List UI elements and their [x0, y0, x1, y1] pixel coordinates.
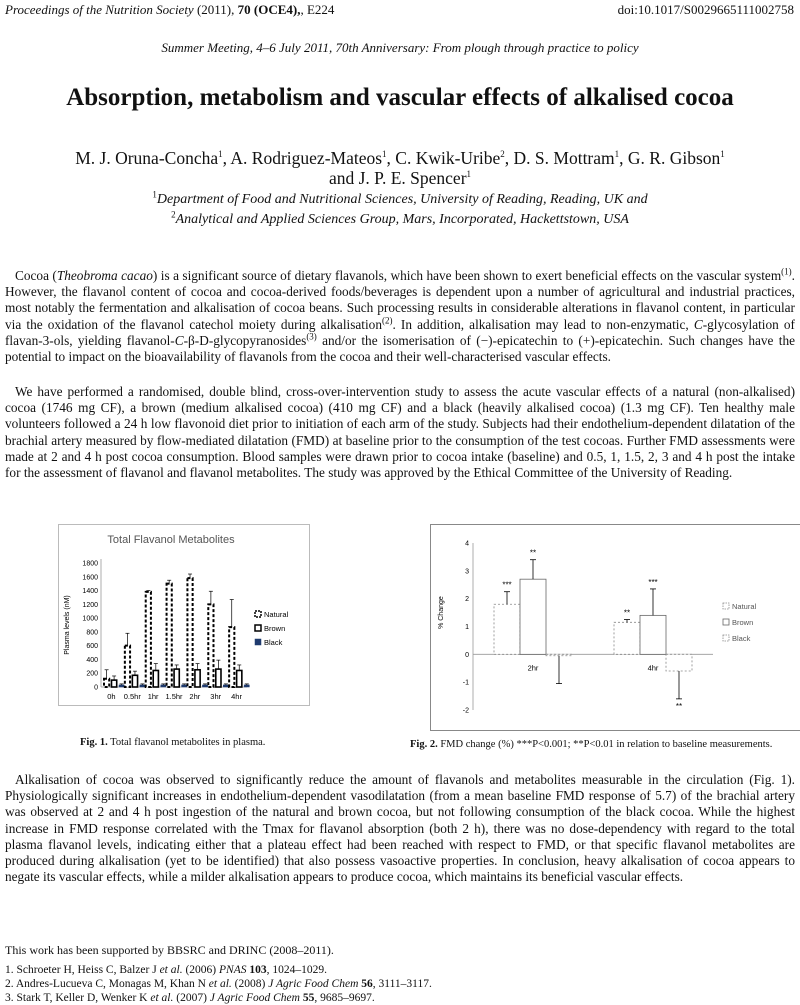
x-tick-label: 2hr	[527, 663, 539, 673]
y-tick-label: 4	[465, 540, 469, 548]
y-tick-label: 1600	[82, 574, 98, 582]
y-tick-label: -2	[462, 707, 469, 715]
y-tick-label: 0	[465, 651, 469, 659]
significance-label: **	[529, 548, 537, 558]
author-name: G. R. Gibson	[627, 148, 721, 168]
x-tick-label: 4hr	[647, 663, 659, 673]
x-tick-label: 2hr	[189, 692, 201, 701]
bar-black	[666, 654, 692, 671]
significance-label: **	[623, 608, 631, 618]
bar-brown	[132, 675, 137, 687]
affiliation: Department of Food and Nutritional Sciences, University of Reading, Reading, UK and	[156, 192, 648, 207]
y-tick-label: 0	[94, 684, 98, 692]
legend-label: Natural	[732, 602, 757, 611]
reference-item: 3. Stark T, Keller D, Wenker K et al. (2007) J Agric Food Chem 55, 9685–9697.	[5, 992, 375, 1004]
author-affiliation-mark: 1	[466, 169, 472, 180]
bar-black	[140, 685, 145, 687]
species-name: Theobroma cacao	[56, 268, 153, 283]
bar-natural	[104, 679, 109, 687]
figure-1-svg	[59, 525, 309, 705]
bar-black	[161, 685, 166, 687]
y-tick-label: 1000	[82, 615, 98, 623]
y-tick-label: -1	[462, 679, 469, 687]
x-tick-label: 0h	[107, 692, 116, 701]
y-tick-label: 400	[86, 656, 98, 664]
journal-page: E224	[306, 2, 335, 17]
bar-black	[546, 654, 572, 655]
x-tick-label: 3hr	[210, 692, 222, 701]
author-affiliation-mark: 1	[720, 149, 725, 160]
y-tick-label: 200	[86, 670, 98, 678]
bar-brown	[520, 579, 546, 654]
reference-list	[5, 963, 432, 1005]
bar-brown	[237, 670, 242, 687]
figure-2-chart	[430, 524, 800, 731]
y-axis-label: Plasma levels (nM)	[64, 595, 71, 655]
bar-brown	[174, 669, 179, 687]
reference-item: 1. Schroeter H, Heiss C, Balzer J et al. (2006) PNAS 103, 1024–1029.	[5, 964, 327, 976]
chart-title: Total Flavanol Metabolites	[107, 534, 235, 546]
x-tick-label: 1.5hr	[165, 692, 183, 701]
bar-natural	[187, 578, 192, 687]
significance-label: **	[675, 701, 683, 711]
legend-swatch	[255, 625, 261, 631]
author-affiliation-mark: 1	[614, 149, 620, 160]
author-name: C. Kwik-Uribe	[395, 148, 501, 168]
bar-brown	[195, 670, 200, 687]
author-name: and J. P. E. Spencer	[328, 168, 467, 188]
legend-swatch	[255, 639, 261, 645]
legend-swatch	[723, 619, 729, 625]
figure-1-caption: Fig. 1. Total flavanol metabolites in plasma.	[80, 737, 266, 748]
bar-black	[119, 685, 124, 687]
y-tick-label: 1	[465, 624, 469, 631]
y-tick-label: 600	[86, 643, 98, 651]
bar-natural	[229, 627, 234, 687]
doi[interactable]: doi:10.1017/S0029665111002758	[617, 2, 794, 17]
reference-item: 2. Andres-Lucueva C, Monagas M, Khan N et al. (2008) J Agric Food Chem 56, 3111–3117.	[5, 978, 432, 990]
legend-label: Natural	[264, 610, 289, 619]
y-tick-label: 3	[465, 568, 469, 576]
legend-swatch	[723, 603, 729, 609]
legend-label: Brown	[264, 624, 286, 633]
citation-link[interactable]: (1)	[781, 266, 792, 277]
x-tick-label: 4hr	[231, 692, 242, 701]
bar-natural	[146, 592, 151, 687]
significance-label: ***	[502, 580, 512, 590]
journal-volume: 70	[237, 2, 251, 17]
author-name: A. Rodriguez-Mateos	[230, 148, 383, 168]
citation-link[interactable]: (2)	[381, 315, 393, 326]
figure-2-caption: Fig. 2. FMD change (%) ***P<0.001; **P<0.01 in relation to baseline measurements.	[410, 739, 773, 750]
citation-link[interactable]: (3)	[306, 331, 317, 342]
y-tick-label: 1200	[82, 601, 98, 609]
bar-natural	[494, 604, 520, 654]
author-name: D. S. Mottram	[513, 148, 615, 168]
author-affiliation-mark: 1	[218, 149, 223, 160]
legend-label: Black	[732, 634, 751, 643]
bar-black	[223, 685, 228, 687]
figure-1-chart	[58, 524, 310, 706]
paragraph-intro: Cocoa (Theobroma cacao) is a significant source of dietary flavanols, which have been shown to exert beneficial effects on the vascular system$^{(1)}$. However, the flavanol content of cocoa and cocoa-derived foods/beverages is dependent upon a number of agricultural and industrial practices, most notably the fermentation and alkalisation of cocoa beans. Such processing results in considerable alterations in flavanol content, in particular via the oxidation of the flavanol catechol moiety during alkalisation$^{(2)}$. In addition, alkalisation may lead to non-enzymatic, C-glycosylation of flavan-3-ols, yielding flavanol-C-β-D-glycopyranosides$^{(3)}$ and/or the isomerisation of (−)-epicatechin to (+)-epicatechin. Such changes have the potential to impact on the bioavailability of flavanols from the cocoa and their well-characterised vascular effects.	[5, 266, 795, 365]
funding-statement: This work has been supported by BBSRC and DRINC (2008–2011).	[5, 943, 334, 957]
journal-name: Proceedings of the Nutrition Society	[5, 2, 194, 17]
bar-brown	[153, 670, 158, 687]
legend-swatch	[255, 611, 261, 617]
affiliation: Analytical and Applied Sciences Group, Mars, Incorporated, Hackettstown, USA	[175, 212, 629, 227]
y-tick-label: 800	[86, 629, 98, 637]
x-tick-label: 1hr	[147, 692, 159, 701]
y-tick-label: 1400	[82, 588, 98, 596]
figure-2-svg	[431, 525, 800, 730]
paragraph-results: Alkalisation of cocoa was observed to significantly reduce the amount of flavanols and metabolites measurable in the circulation (Fig. 1). Physiologically significant increases in endothelium-dependent vasodilatation (from a mean baseline FMD response of 5.7) of the brachial artery was observed at 2 and 4 h post ingestion of the natural and brown cocoa, but not following consumption of the black cocoa. While the highest increase in FMD response correlated with the Tmax for flavanol absorption (both 2 h), there was no dose-dependency with regard to the total plasma flavanol levels, indicating either that a plateau effect had been reached with respect to FMD, or that specific flavanol metabolites are produced during alkalisation (yet to be identified) that also possess vasoactive properties. In conclusion, heavy alkalisation of cocoa appears to negate its vascular effects, while a milder alkalisation appears to produce cocoa, which maintains its beneficial vascular effects.	[5, 772, 795, 885]
bar-black	[182, 685, 187, 687]
significance-label: ***	[648, 577, 658, 587]
bar-brown	[216, 669, 221, 687]
bar-natural	[125, 646, 130, 687]
journal-header: Proceedings of the Nutrition Society (2011), 70 (OCE4),, E224	[5, 2, 335, 17]
journal-issue: (OCE4),	[253, 2, 301, 17]
bar-natural	[167, 584, 172, 687]
y-axis-label: % Change	[438, 596, 445, 629]
x-tick-label: 0.5hr	[123, 692, 141, 701]
paragraph-methods: We have performed a randomised, double blind, cross-over-intervention study to assess the acute vascular effects of a natural (non-alkalised) cocoa (1746 mg CF), a brown (medium alkalised cocoa) (410 mg CF) and a black (heavily alkalised cocoa) (1.3 mg CF). Ten healthy male volunteers followed a 24 h low flavonoid diet prior to initiation of each arm of the study. Subjects had their endothelium-dependent dilatation of the brachial artery measured by flow-mediated dilatation (FMD) at baseline prior to the consumption of the test cocoas. Further FMD assessments were made at 2 and 4 h post cocoa consumption. Blood samples were drawn prior to cocoa intake (baseline) and 0.5, 1, 1.5, 2, 3 and 4 h post the intake for the assessment of flavanol and flavanol metabolites. The study was approved by the Ethical Committee of the University of Reading.	[5, 384, 795, 481]
bar-brown	[112, 680, 117, 687]
author-affiliation-mark: 1	[382, 149, 387, 160]
journal-year: (2011),	[196, 2, 235, 17]
paper-title: Absorption, metabolism and vascular effects of alkalised cocoa	[66, 84, 734, 111]
legend-label: Black	[264, 638, 283, 647]
author-name: M. J. Oruna-Concha	[75, 148, 219, 168]
legend-label: Brown	[732, 618, 754, 627]
meeting-line: Summer Meeting, 4–6 July 2011, 70th Anniversary: From plough through practice to policy	[161, 40, 639, 55]
affiliations: $^1$Department of Food and Nutritional Sciences, University of Reading, Reading, UK and $^2$Analytical and Applied Sciences Group, Mars, Incorporated, Hackettstown, USA	[152, 189, 648, 227]
y-tick-label: 2	[465, 596, 469, 604]
bar-natural	[208, 604, 213, 687]
y-tick-label: 1800	[82, 560, 98, 568]
legend-swatch	[723, 635, 729, 641]
bar-brown	[640, 615, 666, 654]
author-list: M. J. Oruna-Concha$^1$, A. Rodriguez-Mateos$^1$, C. Kwik-Uribe$^2$, D. S. Mottram$^1$, G. R. Gibson$^1$ and J. P. E. Spencer$^1$	[75, 148, 725, 188]
bar-black	[202, 685, 207, 687]
bar-natural	[614, 622, 640, 654]
author-affiliation-mark: 2	[500, 149, 505, 160]
bar-black	[244, 685, 249, 687]
